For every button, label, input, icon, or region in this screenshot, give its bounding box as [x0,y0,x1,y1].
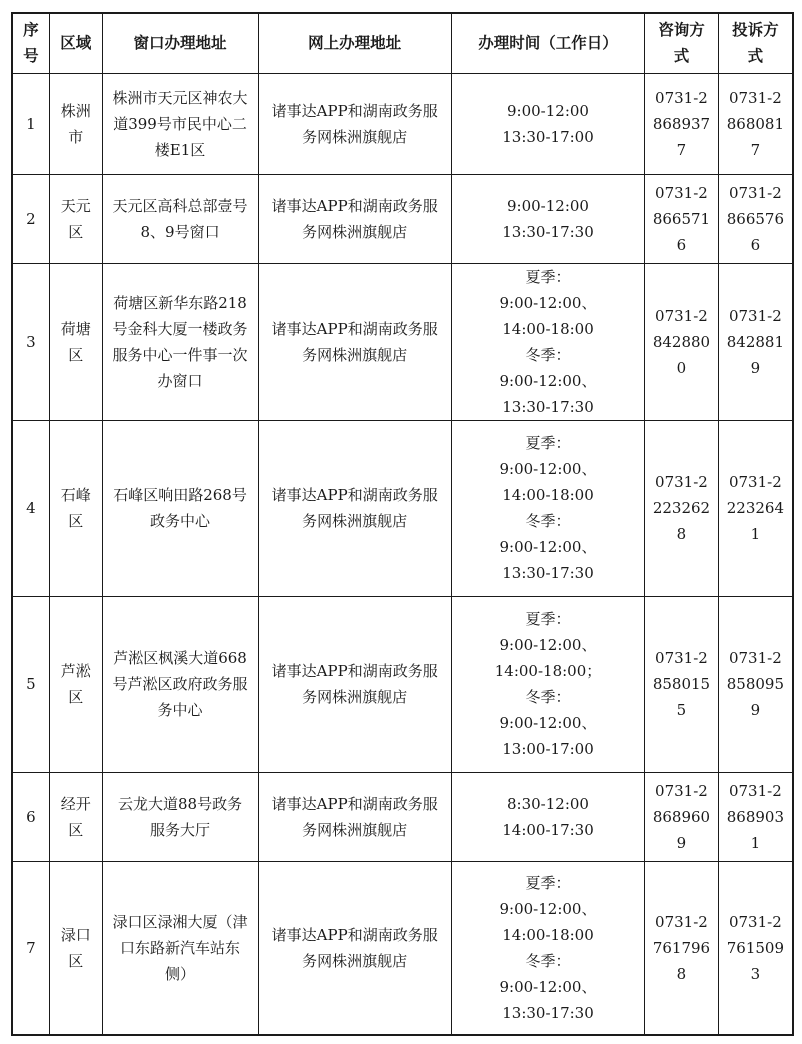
row-consult: 0731-28689609 [645,772,719,861]
row-window-address: 天元区高科总部壹号8、9号窗口 [102,174,258,263]
row-complaint: 0731-28665766 [718,174,793,263]
row-complaint: 0731-22232641 [718,420,793,596]
table-row [12,73,793,174]
row-no: 7 [12,861,49,1035]
row-complaint: 0731-28428819 [718,263,793,420]
header-row [12,13,793,73]
row-area: 石峰区 [49,420,102,596]
service-table-container [11,12,794,1036]
table-row [12,263,793,420]
row-consult: 0731-28665716 [645,174,719,263]
header-consult: 咨询方式 [645,13,719,73]
row-window-address: 石峰区响田路268号政务中心 [102,420,258,596]
row-hours: 9:00-12:00 13:30-17:00 [451,73,644,174]
row-online-address: 诸事达APP和湖南政务服务网株洲旗舰店 [258,861,451,1035]
table-row [12,772,793,861]
row-hours: 夏季： 9:00-12:00、 14:00-18:00 冬季： 9:00-12:00、 13:30-17:30 [451,263,644,420]
row-area: 株洲市 [49,73,102,174]
header-online-address: 网上办理地址 [258,13,451,73]
row-consult: 0731-28428800 [645,263,719,420]
row-area: 天元区 [49,174,102,263]
row-online-address: 诸事达APP和湖南政务服务网株洲旗舰店 [258,596,451,772]
table-row [12,596,793,772]
row-area: 芦淞区 [49,596,102,772]
row-online-address: 诸事达APP和湖南政务服务网株洲旗舰店 [258,73,451,174]
row-complaint: 0731-28680817 [718,73,793,174]
table-row [12,174,793,263]
row-window-address: 渌口区渌湘大厦（津口东路新汽车站东侧） [102,861,258,1035]
row-hours: 夏季： 9:00-12:00、 14:00-18:00 冬季： 9:00-12:00、 13:30-17:30 [451,861,644,1035]
row-hours: 9:00-12:00 13:30-17:30 [451,174,644,263]
row-consult: 0731-28580155 [645,596,719,772]
row-window-address: 荷塘区新华东路218号金科大厦一楼政务服务中心一件事一次办窗口 [102,263,258,420]
row-online-address: 诸事达APP和湖南政务服务网株洲旗舰店 [258,420,451,596]
row-no: 4 [12,420,49,596]
row-hours: 8:30-12:00 14:00-17:30 [451,772,644,861]
table-row [12,861,793,1035]
header-hours: 办理时间（工作日） [451,13,644,73]
row-hours: 夏季： 9:00-12:00、 14:00-18:00 冬季： 9:00-12:00、 13:30-17:30 [451,420,644,596]
row-online-address: 诸事达APP和湖南政务服务网株洲旗舰店 [258,772,451,861]
row-consult: 0731-27617968 [645,861,719,1035]
row-window-address: 芦淞区枫溪大道668号芦淞区政府政务服务中心 [102,596,258,772]
row-complaint: 0731-27615093 [718,861,793,1035]
table-header [12,13,793,73]
service-locations-table [11,12,794,1036]
row-hours: 夏季： 9:00-12:00、 14:00-18:00； 冬季： 9:00-12:00、 13:00-17:00 [451,596,644,772]
row-area: 渌口区 [49,861,102,1035]
row-window-address: 株洲市天元区神农大道399号市民中心二楼E1区 [102,73,258,174]
header-window-address: 窗口办理地址 [102,13,258,73]
row-area: 荷塘区 [49,263,102,420]
row-complaint: 0731-28580959 [718,596,793,772]
header-complaint: 投诉方式 [718,13,793,73]
header-area: 区域 [49,13,102,73]
row-online-address: 诸事达APP和湖南政务服务网株洲旗舰店 [258,174,451,263]
table-body [12,73,793,1035]
row-no: 6 [12,772,49,861]
row-online-address: 诸事达APP和湖南政务服务网株洲旗舰店 [258,263,451,420]
row-no: 1 [12,73,49,174]
row-no: 2 [12,174,49,263]
row-no: 5 [12,596,49,772]
row-complaint: 0731-28689031 [718,772,793,861]
table-row [12,420,793,596]
row-window-address: 云龙大道88号政务服务大厅 [102,772,258,861]
header-no: 序号 [12,13,49,73]
row-area: 经开区 [49,772,102,861]
row-no: 3 [12,263,49,420]
row-consult: 0731-22232628 [645,420,719,596]
row-consult: 0731-28689377 [645,73,719,174]
